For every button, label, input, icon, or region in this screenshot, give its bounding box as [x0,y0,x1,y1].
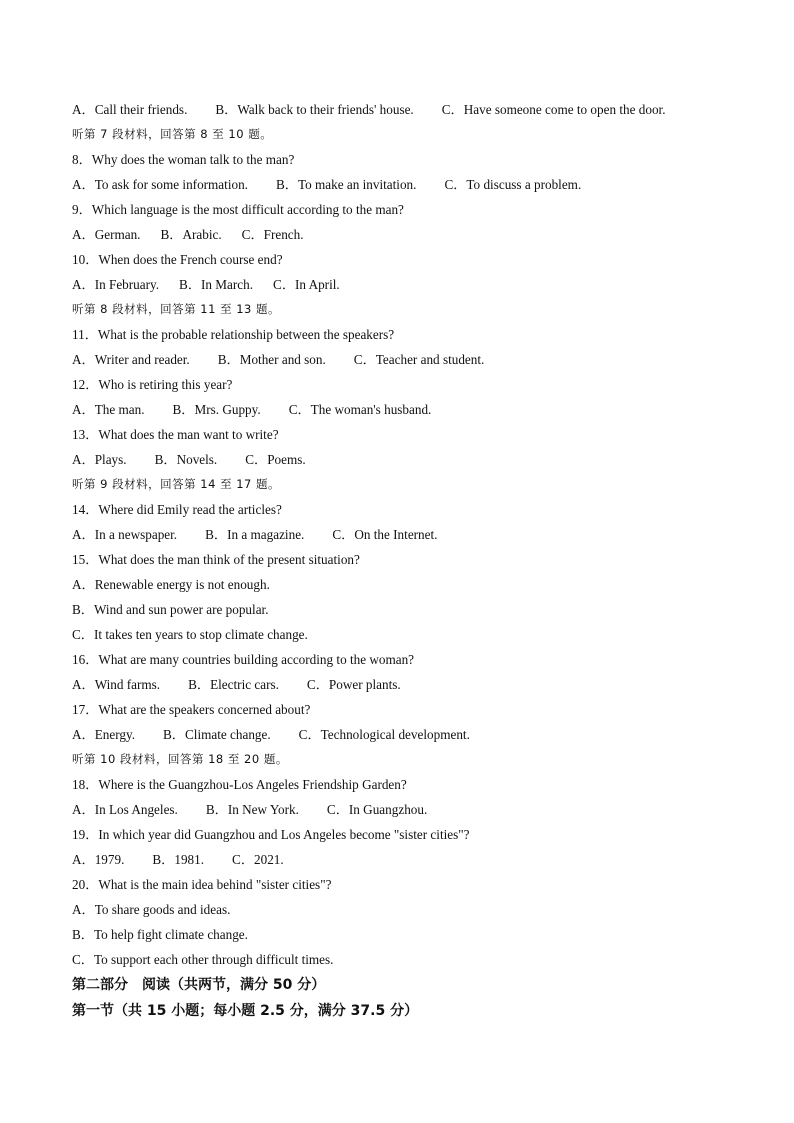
question-10: 10．When does the French course end? [72,252,283,267]
option-b: B．Wind and sun power are popular. [72,602,269,617]
section-heading-part-one: 第一节（共 15 小题；每小题 2.5 分，满分 37.5 分） [72,1003,419,1019]
option-a: A．In Los Angeles. [72,802,178,817]
option-a: A．German. [72,227,141,242]
section-heading-part-two: 第二部分 阅读（共两节，满分 50 分） [72,977,326,993]
options-q18 [72,797,752,822]
option-a: A．In February. [72,277,160,292]
option-b: B．In New York. [205,802,299,817]
question-11: 11．What is the probable relationship between the speakers? [72,327,395,342]
options-q12 [72,397,752,422]
option-a: A．To ask for some information. [72,177,248,192]
listening-instruction: 听第 7 段材料，回答第 8 至 10 题。 [72,127,273,141]
question-12: 12．Who is retiring this year? [72,377,233,392]
options-q17 [72,722,752,747]
listening-instruction: 听第 8 段材料，回答第 11 至 13 题。 [72,302,281,316]
options-q11 [72,347,752,372]
option-a: A．1979. [72,852,125,867]
question-9: 9．Which language is the most difficult according to the man? [72,202,404,217]
option-c: C．To support each other through difficult times. [72,952,334,967]
option-a: A．The man. [72,402,145,417]
options-q7 [72,97,752,122]
option-c: C．To discuss a problem. [444,177,582,192]
option-a: A．Call their friends. [72,102,188,117]
option-b: B．Mother and son. [217,352,326,367]
option-b: B．Mrs. Guppy. [172,402,261,417]
option-c: C．Technological development. [298,727,470,742]
option-b: B．Walk back to their friends' house. [215,102,414,117]
option-b: B．To make an invitation. [275,177,417,192]
question-15: 15．What does the man think of the present situation? [72,552,360,567]
option-b: B．Climate change. [163,727,271,742]
option-b: B．In March. [179,277,254,292]
option-c: C．Teacher and student. [353,352,485,367]
option-a: A．Energy. [72,727,135,742]
option-c: C．Power plants. [306,677,401,692]
option-c: C．2021. [232,852,284,867]
options-q10 [72,272,752,297]
option-a: A．To share goods and ideas. [72,902,231,917]
option-c: C．French. [241,227,304,242]
option-b: B．Novels. [154,452,218,467]
option-a: A．In a newspaper. [72,527,178,542]
options-q16 [72,672,752,697]
listening-instruction: 听第 10 段材料，回答第 18 至 20 题。 [72,752,288,766]
question-18: 18．Where is the Guangzhou-Los Angeles Friendship Garden? [72,777,407,792]
option-c: C．Poems. [245,452,306,467]
question-8: 8．Why does the woman talk to the man? [72,152,295,167]
question-20: 20．What is the main idea behind "sister cities"? [72,877,332,892]
option-b: B．1981. [152,852,205,867]
options-q14 [72,522,752,547]
option-b: B．Electric cars. [188,677,279,692]
question-13: 13．What does the man want to write? [72,427,279,442]
option-a: A．Renewable energy is not enough. [72,577,270,592]
question-16: 16．What are many countries building according to the woman? [72,652,415,667]
option-c: C．It takes ten years to stop climate change. [72,627,308,642]
listening-instruction: 听第 9 段材料，回答第 14 至 17 题。 [72,477,281,491]
option-b: B．In a magazine. [205,527,305,542]
question-19: 19．In which year did Guangzhou and Los Angeles become "sister cities"? [72,827,470,842]
option-c: C．In April. [273,277,340,292]
question-14: 14．Where did Emily read the articles? [72,502,282,517]
exam-page [72,97,752,1024]
option-b: B．To help fight climate change. [72,927,248,942]
options-q13 [72,447,752,472]
option-c: C．On the Internet. [332,527,438,542]
option-c: C．Have someone come to open the door. [441,102,666,117]
option-a: A．Writer and reader. [72,352,190,367]
option-c: C．In Guangzhou. [326,802,428,817]
options-q19 [72,847,752,872]
option-a: A．Plays. [72,452,127,467]
option-c: C．The woman's husband. [288,402,432,417]
option-b: B．Arabic. [160,227,222,242]
options-q8 [72,172,752,197]
options-q9 [72,222,752,247]
question-17: 17．What are the speakers concerned about? [72,702,311,717]
option-a: A．Wind farms. [72,677,161,692]
